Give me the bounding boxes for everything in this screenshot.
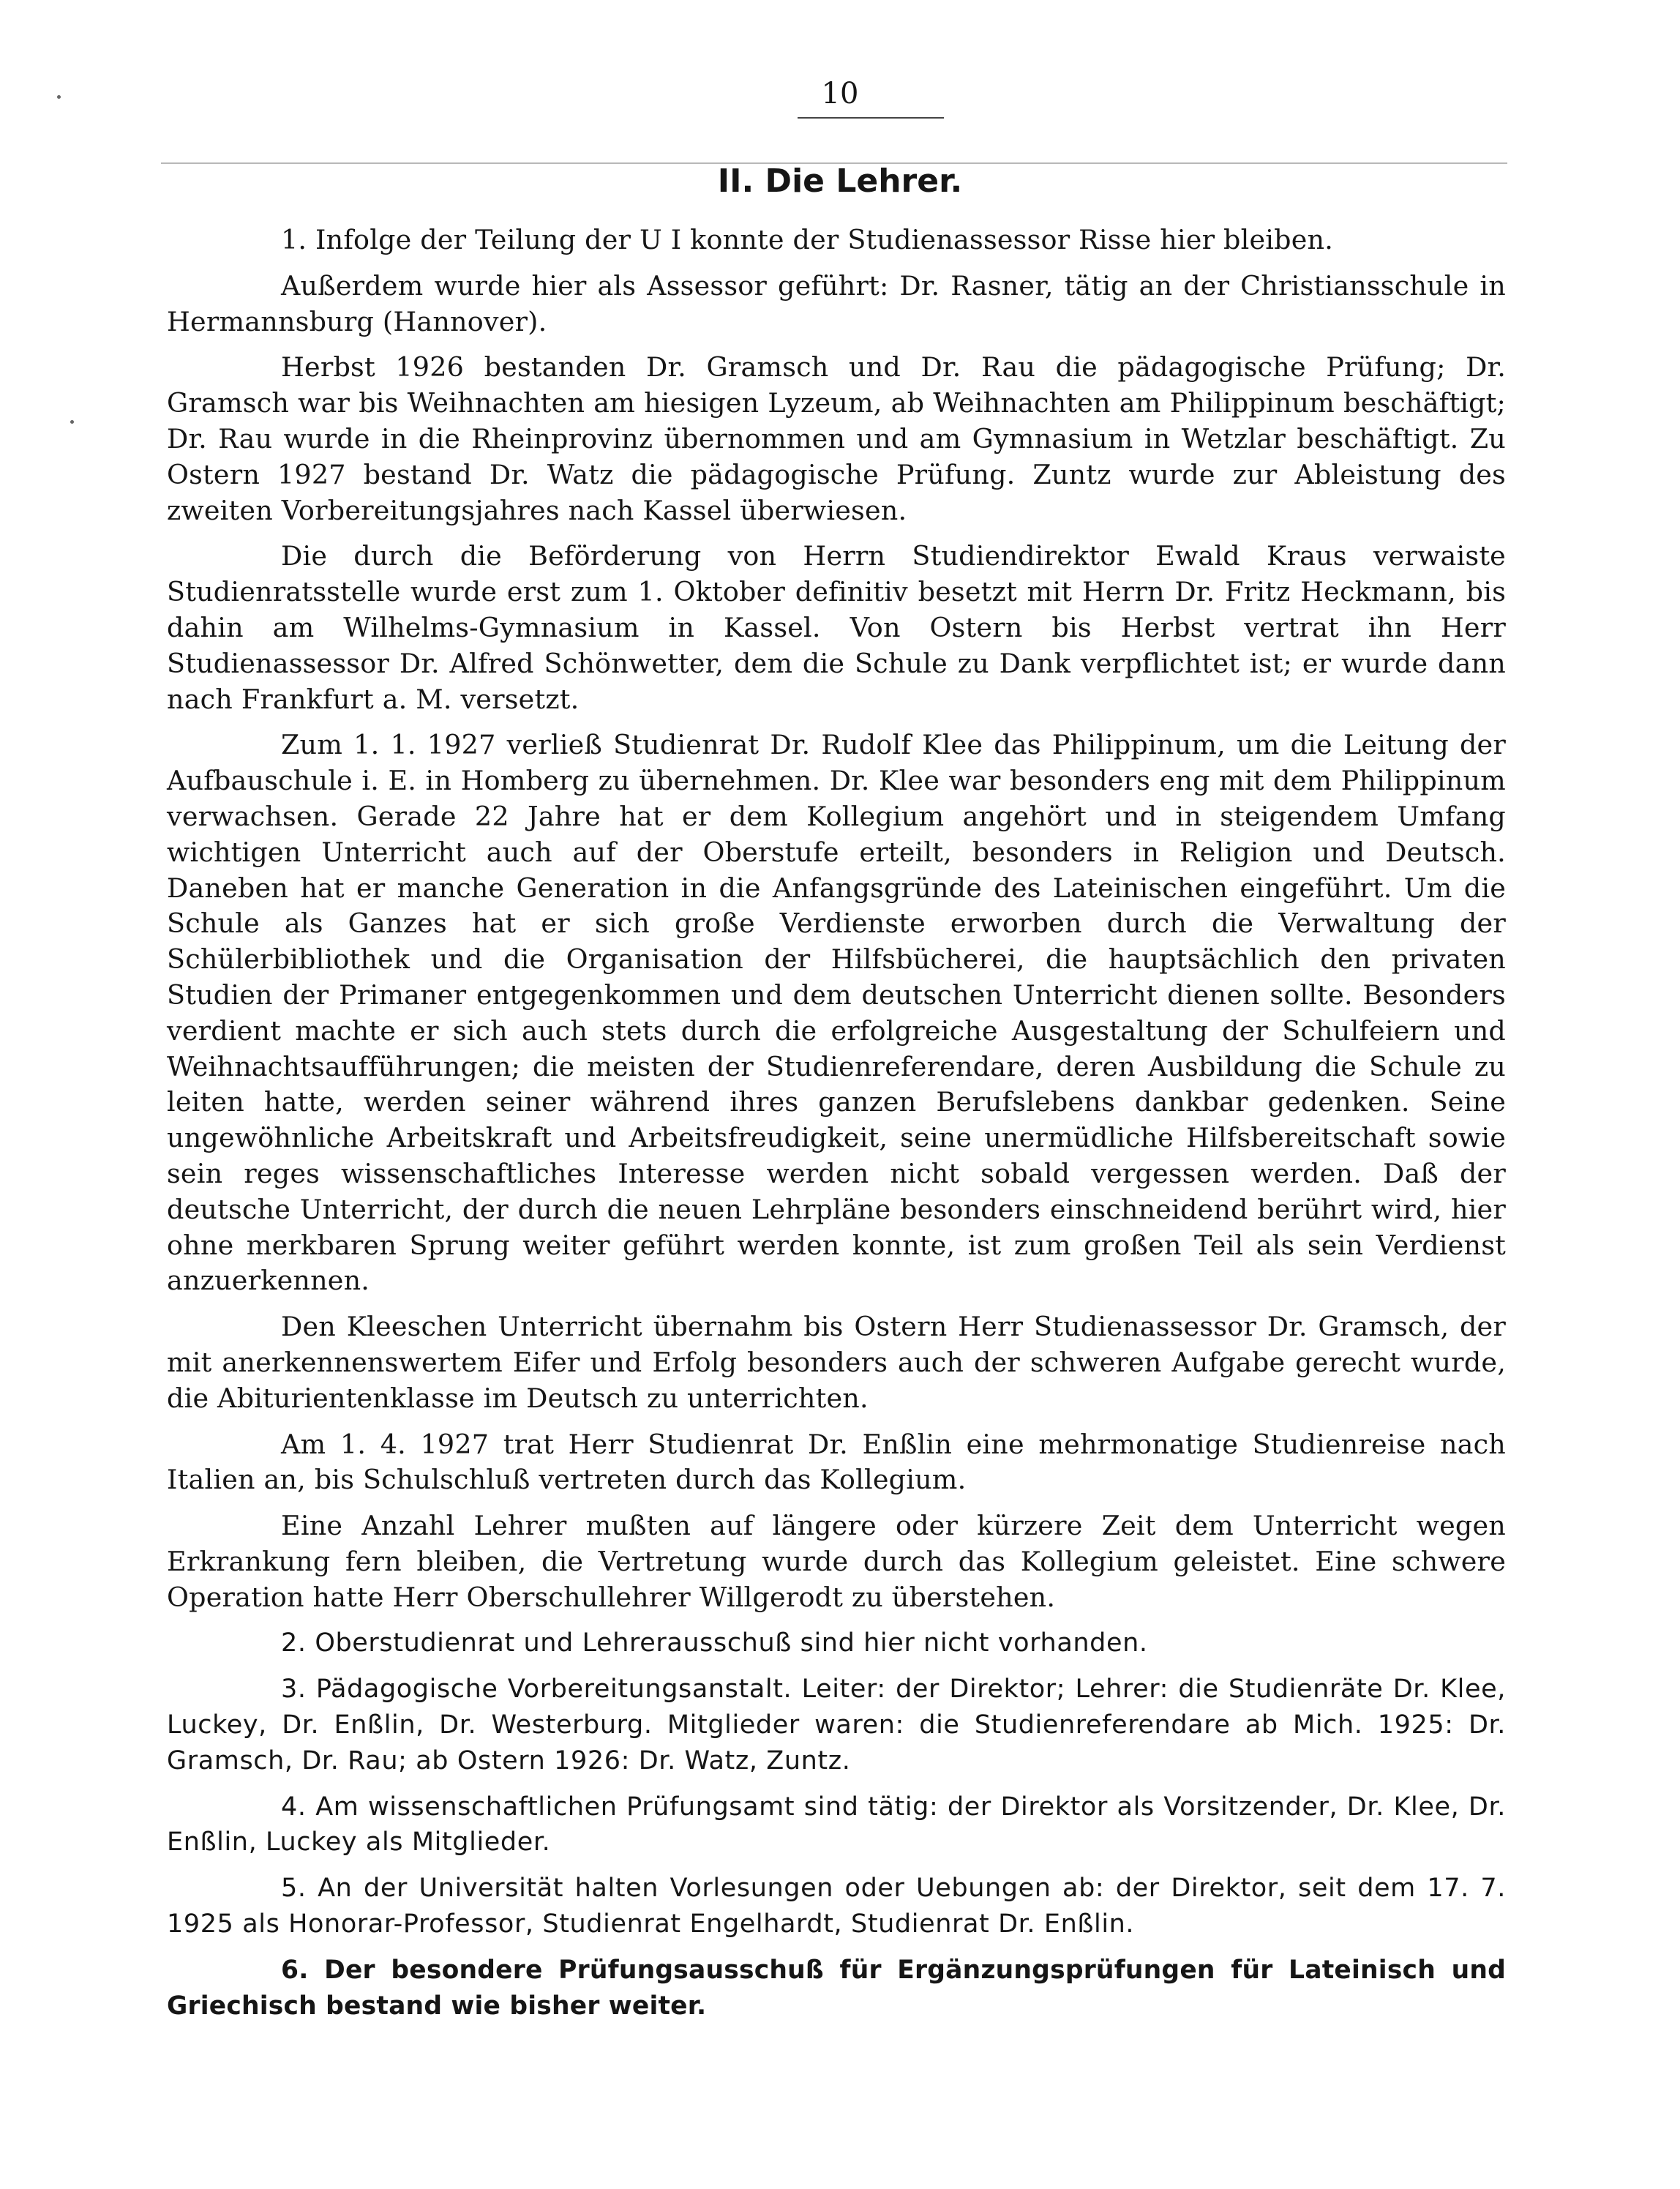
paragraph-9: 2. Oberstudienrat und Lehrerausschuß sind hier nicht vorhanden. xyxy=(281,1628,1148,1658)
paragraph-5: Zum 1. 1. 1927 verließ Studienrat Dr. Rudolf Klee das Philippinum, um die Leitung der Aufbauschule i. E. in Homberg zu übernehmen. Dr. Klee war besonders eng mit dem Philippinum verwachsen. Gerade 22 Jahre hat er dem Kollegium angehört und in steigendem Umfang wichtigen Unterricht auch auf der Oberstufe erteilt, besonders in Religion und Deutsch. Daneben hat er manche Generation in die Anfangsgründe des Lateinischen eingeführt. Um die Schule als Ganzes hat er sich große Verdienste erworben durch die Verwaltung der Schülerbibliothek und die Organisation der Hilfsbücherei, die hauptsächlich den privaten Studien der Primaner entgegenkommen und dem deutschen Unterricht dienen sollte. Besonders verdient machte er sich auch stets durch die erfolgreiche Ausgestaltung der Schulfeiern und Weihnachtsaufführungen; die meisten der Studienreferendare, deren Ausbildung die Schule zu leiten hatte, werden seiner während ihres ganzen Berufslebens dankbar gedenken. Seine ungewöhnliche Arbeitskraft und Arbeitsfreudigkeit, seine unermüdliche Hilfsbereitschaft sowie sein reges wissenschaftliches Interesse werden nicht sobald vergessen werden. Daß der deutsche Unterricht, der durch die neuen Lehrpläne besonders einschneidend berührt wird, hier ohne merkbaren Sprung weiter geführt werden konnte, ist zum großen Teil als sein Verdienst anzuerkennen. xyxy=(167,729,1506,1297)
paragraph-2: Außerdem wurde hier als Assessor geführt: Dr. Rasner, tätig an der Christiansschule in Hermannsburg (Hannover). xyxy=(167,269,1506,337)
header-rule xyxy=(798,117,944,119)
paragraph-4: Die durch die Beförderung von Herrn Studiendirektor Ewald Kraus verwaiste Studienratsstelle wurde erst zum 1. Oktober definitiv besetzt mit Herrn Dr. Fritz Heckmann, bis dahin am Wilhelms-Gymnasium in Kassel. Von Ostern bis Herbst vertrat ihn Herr Studienassessor Dr. Alfred Schönwetter, dem die Schule zu Dank verpflichtet ist; er wurde dann nach Frankfurt a. M. versetzt. xyxy=(167,540,1506,715)
scan-speck xyxy=(70,420,74,424)
paragraph-3: Herbst 1926 bestanden Dr. Gramsch und Dr. Rau die pädagogische Prüfung; Dr. Gramsch war bis Weihnachten am hiesigen Lyzeum, ab Weihnachten am Philippinum beschäftigt; Dr. Rau wurde in die Rheinprovinz übernommen und am Gymnasium in Wetzlar beschäftigt. Zu Ostern 1927 bestand Dr. Watz die pädagogische Prüfung. Zuntz wurde zur Ableistung des zweiten Vorbereitungsjahres nach Kassel überwiesen. xyxy=(167,351,1506,526)
paragraph-1: 1. Infolge der Teilung der U I konnte der Studienassessor Risse hier bleiben. xyxy=(281,224,1334,255)
body-text xyxy=(167,222,1506,2034)
paragraph-6: Den Kleeschen Unterricht übernahm bis Ostern Herr Studienassessor Dr. Gramsch, der mit anerkennenswertem Eifer und Erfolg besonders auch der schweren Aufgabe gerecht wurde, die Abiturientenklasse im Deutsch zu unterrichten. xyxy=(167,1311,1506,1414)
paragraph-11: 4. Am wissenschaftlichen Prüfungsamt sind tätig: der Direktor als Vorsitzender, Dr. Klee, Dr. Enßlin, Luckey als Mitglieder. xyxy=(167,1792,1506,1857)
paragraph-12: 5. An der Universität halten Vorlesungen oder Uebungen ab: der Direktor, seit dem 17. 7. 1925 als Honorar-Professor, Studienrat Engelhardt, Studienrat Dr. Enßlin. xyxy=(167,1874,1506,1939)
scan-speck xyxy=(57,95,61,99)
section-title: II. Die Lehrer. xyxy=(717,162,963,200)
paragraph-10: 3. Pädagogische Vorbereitungsanstalt. Leiter: der Direktor; Lehrer: die Studienräte Dr. Klee, Luckey, Dr. Enßlin, Dr. Westerburg. Mitglieder waren: die Studienreferendare ab Mich. 1925: Dr. Gramsch, Dr. Rau; ab Ostern 1926: Dr. Watz, Zuntz. xyxy=(167,1675,1506,1775)
paragraph-8: Eine Anzahl Lehrer mußten auf längere oder kürzere Zeit dem Unterricht wegen Erkrankung fern bleiben, die Vertretung wurde durch das Kollegium geleistet. Eine schwere Operation hatte Herr Oberschullehrer Willgerodt zu überstehen. xyxy=(167,1510,1506,1613)
paragraph-13: 6. Der besondere Prüfungsausschuß für Ergänzungsprüfungen für Lateinisch und Griechisch bestand wie bisher weiter. xyxy=(167,1955,1506,2021)
paragraph-7: Am 1. 4. 1927 trat Herr Studienrat Dr. Enßlin eine mehrmonatige Studienreise nach Italien an, bis Schulschluß vertreten durch das Kollegium. xyxy=(167,1428,1506,1496)
page-number: 10 xyxy=(821,77,859,111)
